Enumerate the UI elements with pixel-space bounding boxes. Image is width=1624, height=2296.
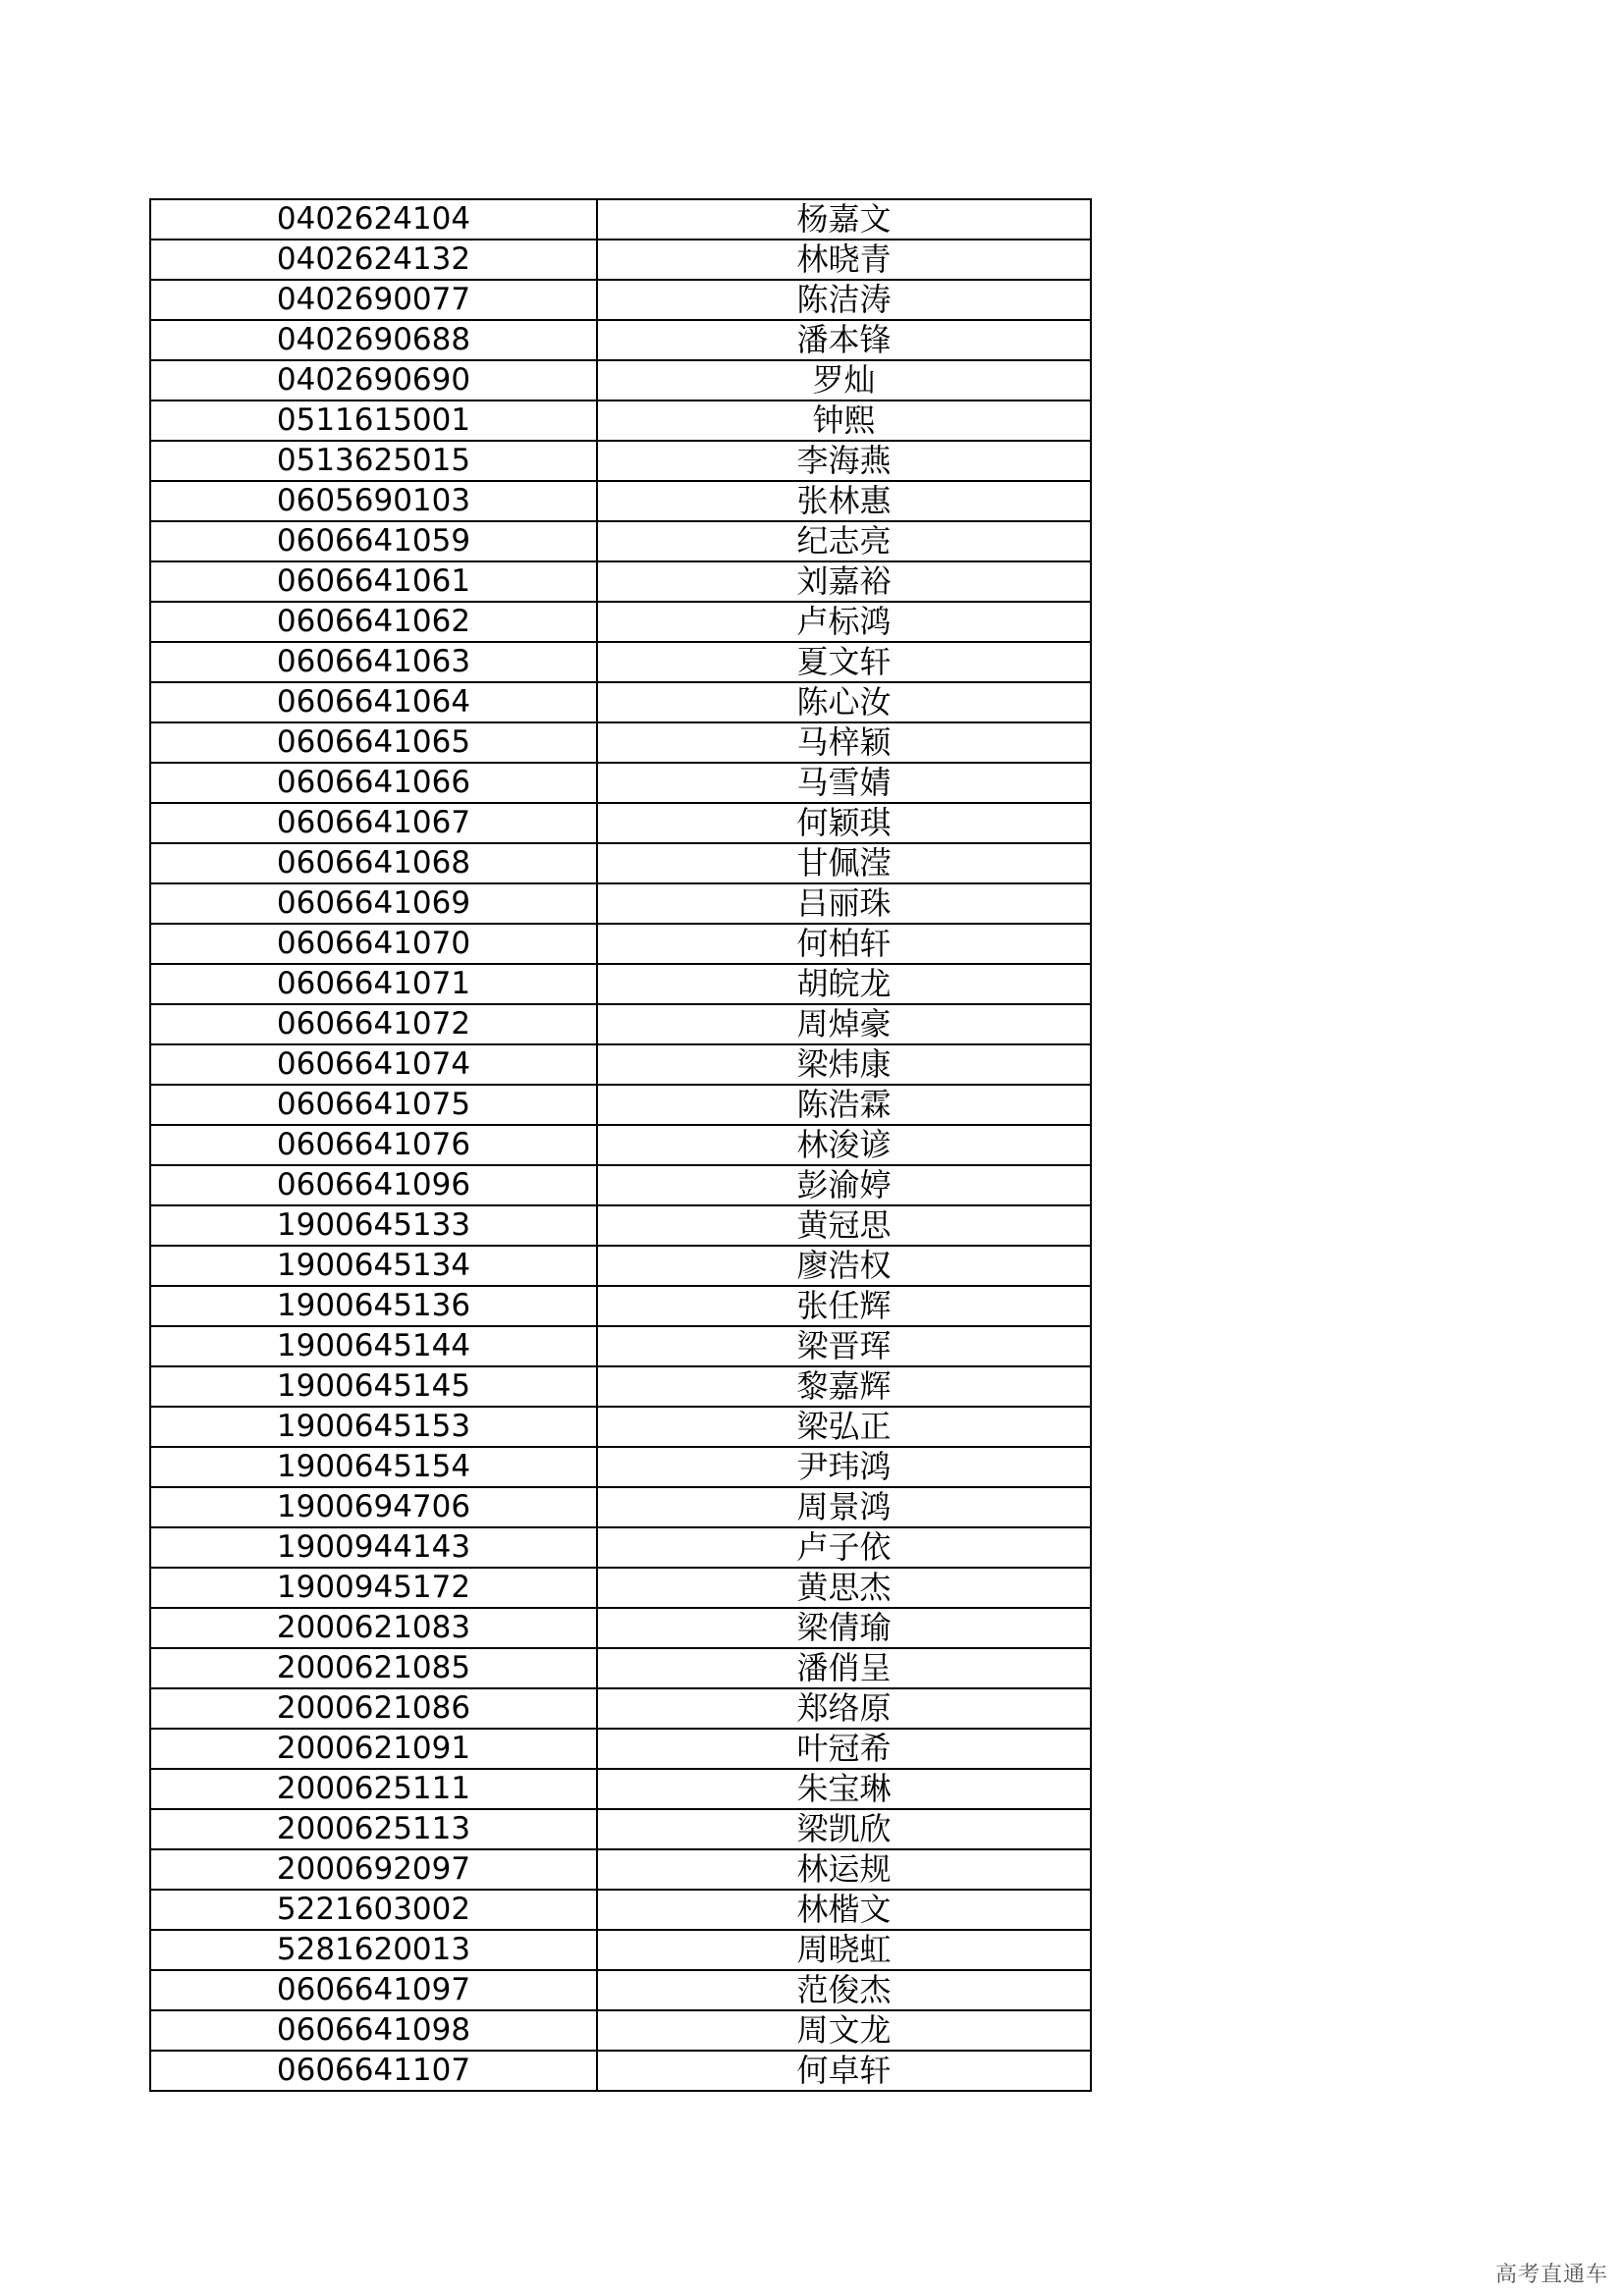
candidate-number-cell: 0402690077: [150, 280, 597, 320]
candidate-number-cell: 0606641059: [150, 521, 597, 561]
table-row: [150, 602, 1091, 642]
table-row: [150, 1809, 1091, 1849]
table-row: [150, 1487, 1091, 1527]
student-name-cell: 何柏轩: [597, 924, 1091, 964]
table-row: [150, 1205, 1091, 1246]
table-row: [150, 642, 1091, 682]
table-row: [150, 682, 1091, 722]
table-row: [150, 280, 1091, 320]
candidate-number-cell: 5281620013: [150, 1930, 597, 1970]
student-name-cell: 李海燕: [597, 441, 1091, 481]
table-row: [150, 1930, 1091, 1970]
table-row: [150, 1044, 1091, 1085]
candidate-number-cell: 0606641065: [150, 722, 597, 763]
student-name-cell: 黄冠思: [597, 1205, 1091, 1246]
candidate-number-cell: 0606641074: [150, 1044, 597, 1085]
table-row: [150, 1970, 1091, 2010]
table-row: [150, 763, 1091, 803]
student-name-cell: 卢标鸿: [597, 602, 1091, 642]
student-name-cell: 陈浩霖: [597, 1085, 1091, 1125]
candidate-number-cell: 1900645144: [150, 1326, 597, 1366]
student-name-cell: 叶冠希: [597, 1729, 1091, 1769]
table-body: [150, 199, 1091, 2091]
candidate-number-cell: 0606641066: [150, 763, 597, 803]
candidate-number-cell: 2000621085: [150, 1648, 597, 1688]
candidate-number-cell: 0606641062: [150, 602, 597, 642]
student-name-cell: 林晓青: [597, 240, 1091, 280]
candidate-number-cell: 0606641071: [150, 964, 597, 1004]
student-name-cell: 胡皖龙: [597, 964, 1091, 1004]
candidate-number-cell: 1900694706: [150, 1487, 597, 1527]
student-name-cell: 夏文轩: [597, 642, 1091, 682]
student-name-cell: 周文龙: [597, 2010, 1091, 2051]
student-name-cell: 林楷文: [597, 1890, 1091, 1930]
student-name-cell: 吕丽珠: [597, 883, 1091, 924]
student-name-cell: 何卓轩: [597, 2051, 1091, 2091]
candidate-number-cell: 0606641063: [150, 642, 597, 682]
table-row: [150, 1407, 1091, 1447]
candidate-number-cell: 0606641070: [150, 924, 597, 964]
candidate-number-cell: 0605690103: [150, 481, 597, 521]
table-row: [150, 240, 1091, 280]
student-name-cell: 陈洁涛: [597, 280, 1091, 320]
student-list-table: [149, 198, 1092, 2092]
student-name-cell: 梁倩瑜: [597, 1608, 1091, 1648]
candidate-number-cell: 2000621083: [150, 1608, 597, 1648]
candidate-number-cell: 0606641097: [150, 1970, 597, 2010]
student-name-cell: 周景鸿: [597, 1487, 1091, 1527]
student-name-cell: 黄思杰: [597, 1568, 1091, 1608]
table-row: [150, 400, 1091, 441]
table-row: [150, 481, 1091, 521]
candidate-number-cell: 0402624132: [150, 240, 597, 280]
candidate-number-cell: 5221603002: [150, 1890, 597, 1930]
candidate-number-cell: 0606641061: [150, 561, 597, 602]
student-name-cell: 朱宝琳: [597, 1769, 1091, 1809]
candidate-number-cell: 0402624104: [150, 199, 597, 240]
student-name-cell: 潘本锋: [597, 320, 1091, 360]
candidate-number-cell: 0513625015: [150, 441, 597, 481]
candidate-number-cell: 0402690688: [150, 320, 597, 360]
table-row: [150, 722, 1091, 763]
candidate-number-cell: 0606641096: [150, 1165, 597, 1205]
student-name-cell: 梁炜康: [597, 1044, 1091, 1085]
student-name-cell: 廖浩权: [597, 1246, 1091, 1286]
candidate-number-cell: 0606641067: [150, 803, 597, 843]
student-name-cell: 马梓颖: [597, 722, 1091, 763]
watermark: 高考直通车: [1494, 2263, 1608, 2287]
student-name-cell: 张任辉: [597, 1286, 1091, 1326]
student-name-cell: 尹玮鸿: [597, 1447, 1091, 1487]
table-row: [150, 1769, 1091, 1809]
student-name-cell: 罗灿: [597, 360, 1091, 400]
table-row: [150, 2010, 1091, 2051]
table-row: [150, 1688, 1091, 1729]
candidate-number-cell: 2000692097: [150, 1849, 597, 1890]
student-name-cell: 梁弘正: [597, 1407, 1091, 1447]
student-name-cell: 林运规: [597, 1849, 1091, 1890]
student-name-cell: 杨嘉文: [597, 199, 1091, 240]
table-row: [150, 1125, 1091, 1165]
table-row: [150, 1286, 1091, 1326]
table-row: [150, 1648, 1091, 1688]
candidate-number-cell: 0606641076: [150, 1125, 597, 1165]
table-row: [150, 561, 1091, 602]
candidate-number-cell: 0606641072: [150, 1004, 597, 1044]
table-row: [150, 1246, 1091, 1286]
candidate-number-cell: 1900645133: [150, 1205, 597, 1246]
table-row: [150, 1165, 1091, 1205]
student-name-cell: 纪志亮: [597, 521, 1091, 561]
student-name-cell: 钟熙: [597, 400, 1091, 441]
student-name-cell: 张林惠: [597, 481, 1091, 521]
student-name-cell: 甘佩滢: [597, 843, 1091, 883]
candidate-number-cell: 2000621086: [150, 1688, 597, 1729]
student-name-cell: 林浚谚: [597, 1125, 1091, 1165]
candidate-number-cell: 0606641068: [150, 843, 597, 883]
student-name-cell: 周焯豪: [597, 1004, 1091, 1044]
table-row: [150, 320, 1091, 360]
candidate-number-cell: 1900945172: [150, 1568, 597, 1608]
student-name-cell: 何颖琪: [597, 803, 1091, 843]
table-row: [150, 441, 1091, 481]
student-name-cell: 梁凯欣: [597, 1809, 1091, 1849]
candidate-number-cell: 2000625113: [150, 1809, 597, 1849]
table-row: [150, 521, 1091, 561]
table-row: [150, 1085, 1091, 1125]
candidate-number-cell: 0606641075: [150, 1085, 597, 1125]
candidate-number-cell: 0402690690: [150, 360, 597, 400]
candidate-number-cell: 0606641064: [150, 682, 597, 722]
student-name-cell: 梁晋珲: [597, 1326, 1091, 1366]
table-row: [150, 1004, 1091, 1044]
student-name-cell: 马雪婧: [597, 763, 1091, 803]
table-row: [150, 1527, 1091, 1568]
student-name-cell: 刘嘉裕: [597, 561, 1091, 602]
table-row: [150, 1447, 1091, 1487]
table-row: [150, 2051, 1091, 2091]
table-row: [150, 1326, 1091, 1366]
candidate-number-cell: 0606641069: [150, 883, 597, 924]
student-name-cell: 彭渝婷: [597, 1165, 1091, 1205]
candidate-number-cell: 1900645153: [150, 1407, 597, 1447]
student-name-cell: 黎嘉辉: [597, 1366, 1091, 1407]
student-name-cell: 郑络原: [597, 1688, 1091, 1729]
student-name-cell: 范俊杰: [597, 1970, 1091, 2010]
candidate-number-cell: 1900645154: [150, 1447, 597, 1487]
student-name-cell: 潘俏呈: [597, 1648, 1091, 1688]
table-row: [150, 1890, 1091, 1930]
table-row: [150, 1849, 1091, 1890]
table-row: [150, 1608, 1091, 1648]
candidate-number-cell: 2000625111: [150, 1769, 597, 1809]
student-name-cell: 周晓虹: [597, 1930, 1091, 1970]
table-row: [150, 1568, 1091, 1608]
table-row: [150, 360, 1091, 400]
table-row: [150, 803, 1091, 843]
candidate-number-cell: 1900645136: [150, 1286, 597, 1326]
candidate-number-cell: 1900645134: [150, 1246, 597, 1286]
candidate-number-cell: 1900944143: [150, 1527, 597, 1568]
candidate-number-cell: 0606641107: [150, 2051, 597, 2091]
table-row: [150, 199, 1091, 240]
table-row: [150, 1366, 1091, 1407]
table-row: [150, 1729, 1091, 1769]
table-row: [150, 883, 1091, 924]
candidate-number-cell: 0511615001: [150, 400, 597, 441]
student-name-cell: 陈心汝: [597, 682, 1091, 722]
table-row: [150, 843, 1091, 883]
candidate-number-cell: 1900645145: [150, 1366, 597, 1407]
candidate-number-cell: 0606641098: [150, 2010, 597, 2051]
candidate-number-cell: 2000621091: [150, 1729, 597, 1769]
table-row: [150, 964, 1091, 1004]
student-name-cell: 卢子依: [597, 1527, 1091, 1568]
table-row: [150, 924, 1091, 964]
